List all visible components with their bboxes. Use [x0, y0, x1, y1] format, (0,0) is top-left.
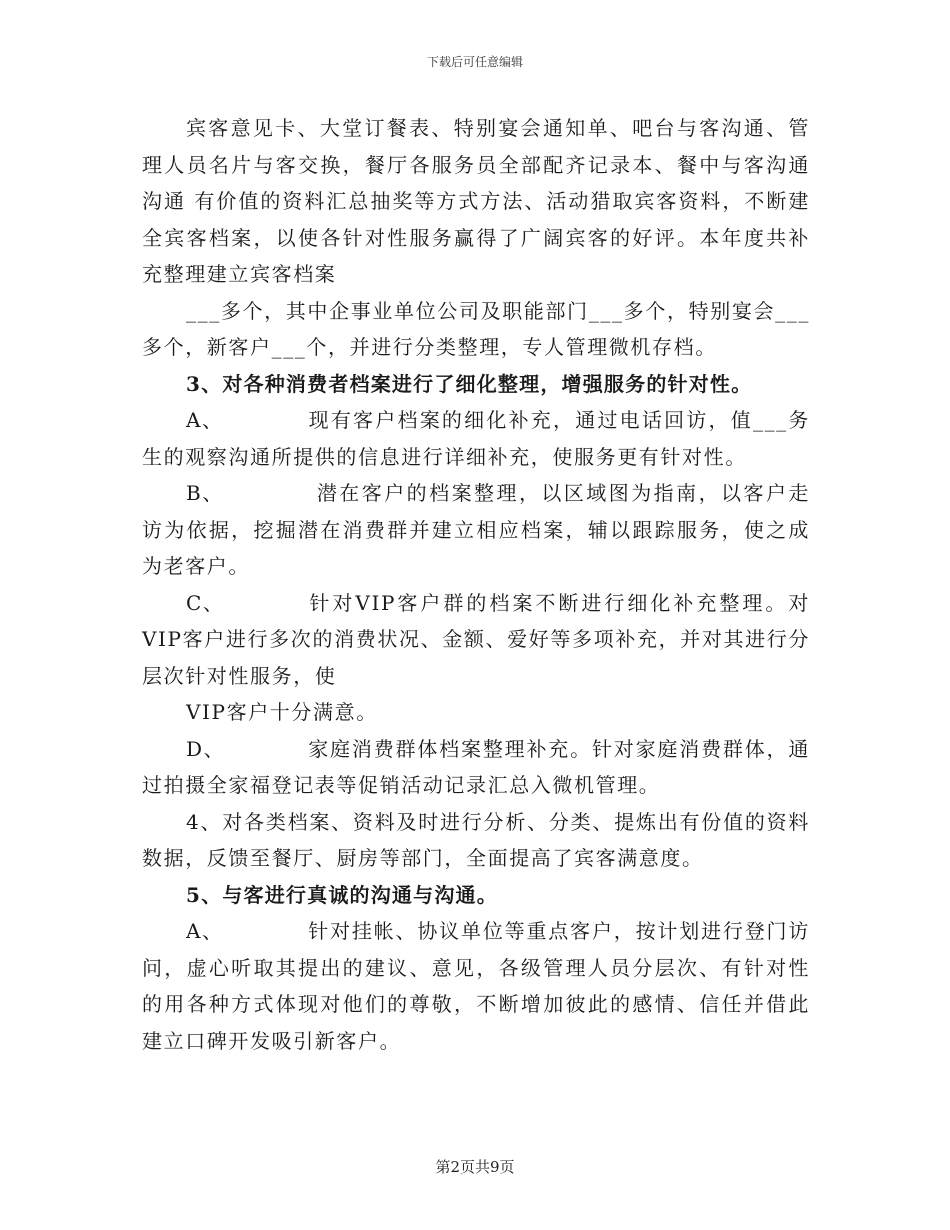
item-label-a2: A、: [186, 919, 224, 943]
list-item-c-continued: VIP客户十分满意。: [186, 700, 378, 724]
heading-section-5: 5、与客进行真诚的沟通与沟通。: [186, 882, 498, 907]
item-text-a2: 针对挂帐、协议单位等重点客户，按计划进行登门访问，虚心听取其提出的建议、意见，各级管理人员分层次、有针对性的用各种方式体现对他们的尊敬，不断增加彼此的感情、信任并借此建立口碑开发吸引新客户。: [142, 919, 810, 1053]
heading-section-3: 3、对各种消费者档案进行了细化整理，增强服务的针对性。: [186, 371, 753, 396]
page-header-note: 下载后可任意编辑: [426, 55, 523, 69]
paragraph-guest-records: 宾客意见卡、大堂订餐表、特别宴会通知单、吧台与客沟通、管理人员名片与客交换，餐厅各服务员全部配齐记录本、餐中与客沟通沟通 有价值的资料汇总抽奖等方式方法、活动猎取宾客资料，不断建全宾客档案，以使各针对性服务赢得了广阔宾客的好评。本年度共补充整理建立宾客档案: [142, 116, 810, 286]
list-item-b: [142, 475, 810, 585]
paragraph-archive-counts: ___多个，其中企事业单位公司及职能部门___多个，特别宴会___多个，新客户___个，并进行分类整理，专人管理微机存档。: [142, 298, 810, 359]
paragraph-section-4: 4、对各类档案、资料及时进行分析、分类、提炼出有份值的资料数据，反馈至餐厅、厨房等部门，全面提高了宾客满意度。: [142, 809, 810, 870]
item-label-c: C、: [186, 590, 225, 615]
item-label-d: D、: [186, 736, 226, 761]
list-item-d: [142, 731, 810, 804]
item-text-d: 家庭消费群体档案整理补充。针对家庭消费群体，通过拍摄全家福登记表等促销活动记录汇总入微机管理。: [142, 736, 810, 797]
list-item-c: [142, 585, 810, 695]
list-item-a: [142, 402, 810, 475]
item-text-b: 潜在客户的档案整理，以区域图为指南，以客户走访为依据，挖掘潜在消费群并建立相应档案，辅以跟踪服务，使之成为老客户。: [142, 481, 810, 578]
item-label-b: B、: [186, 481, 224, 505]
document-body: [142, 110, 810, 1059]
item-text-a: 现有客户档案的细化补充，通过电话回访，值___务生的观察沟通所提供的信息进行详细补充，使服务更有针对性。: [142, 408, 810, 469]
list-item-a-section-5: [142, 913, 810, 1059]
item-label-a: A、: [186, 408, 224, 432]
page-number-footer: 第2页共9页: [435, 1158, 515, 1176]
item-text-c: 针对VIP客户群的档案不断进行细化补充整理。对VIP客户进行多次的消费状况、金额、爱好等多项补充，并对其进行分层次针对性服务，使: [142, 590, 810, 688]
